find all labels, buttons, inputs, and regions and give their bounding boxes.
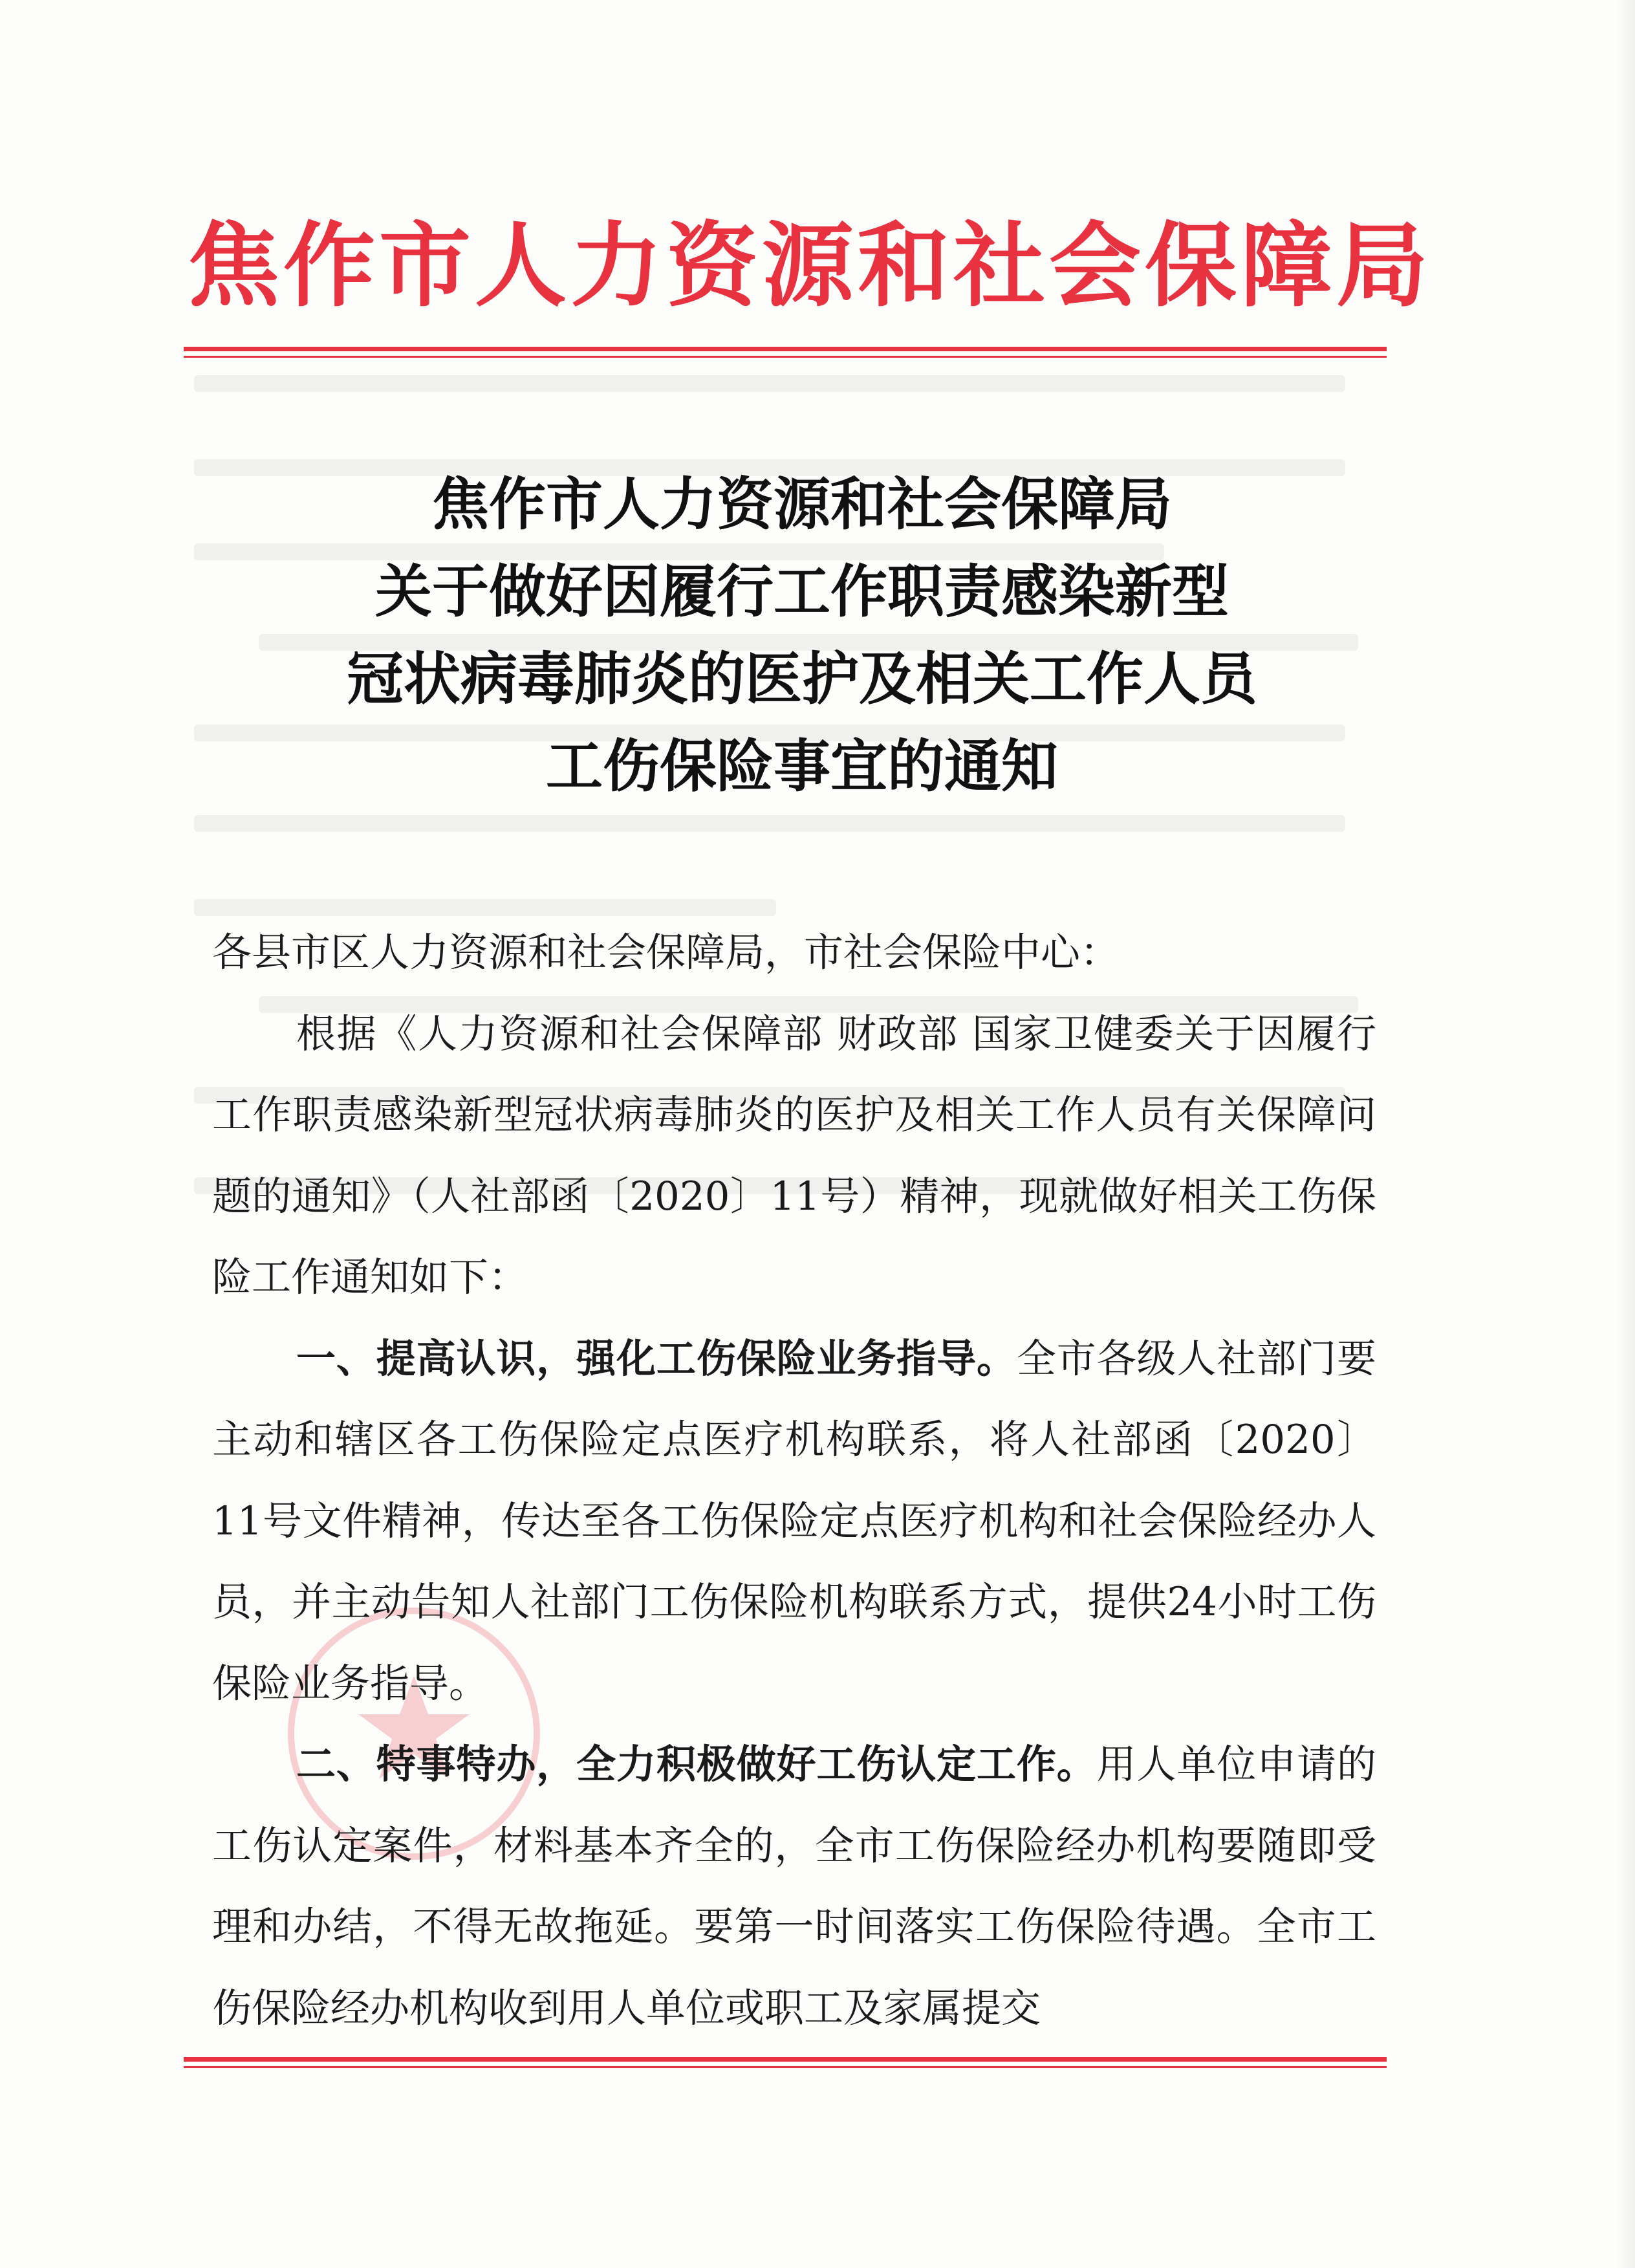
document-title bbox=[188, 461, 1416, 810]
section-1-heading: 一、提高认识，强化工伤保险业务指导。 bbox=[296, 1335, 1017, 1382]
masthead: 焦作市人力资源和社会保障局 bbox=[188, 212, 1432, 320]
section-1-body: 全市各级人社部门要主动和辖区各工伤保险定点医疗机构联系，将人社部函〔2020〕11号文件精神，传达至各工伤保险定点医疗机构和社会保险经办人员，并主动告知人社部门工伤保险机构联系方式，提供24小时工伤保险业务指导。 bbox=[212, 1335, 1376, 1706]
masthead-rule-thin bbox=[184, 356, 1387, 358]
section-2-body: 用人单位申请的工伤认定案件，材料基本齐全的，全市工伤保险经办机构要随即受理和办结，不得无故拖延。要第一时间落实工伤保险待遇。全市工伤保险经办机构收到用人单位或职工及家属提交 bbox=[212, 1741, 1376, 2031]
document-body bbox=[212, 912, 1376, 2049]
title-line: 工伤保险事宜的通知 bbox=[545, 732, 1058, 800]
scan-edge-shadow bbox=[1616, 0, 1635, 2268]
salutation: 各县市区人力资源和社会保障局，市社会保险中心： bbox=[212, 930, 1120, 976]
section-1-paragraph bbox=[212, 1318, 1376, 1725]
title-line: 关于做好因履行工作职责感染新型 bbox=[374, 558, 1229, 625]
masthead-rule-thick bbox=[184, 347, 1387, 351]
section-2-paragraph bbox=[212, 1724, 1376, 2049]
footer-rule-thin bbox=[184, 2066, 1387, 2068]
section-2-heading: 二、特事特办，全力积极做好工伤认定工作。 bbox=[296, 1741, 1097, 1787]
title-line: 焦作市人力资源和社会保障局 bbox=[431, 470, 1172, 538]
title-line: 冠状病毒肺炎的医护及相关工作人员 bbox=[346, 645, 1257, 712]
footer-rule-thick bbox=[184, 2057, 1387, 2062]
intro-paragraph: 根据《人力资源和社会保障部 财政部 国家卫健委关于因履行工作职责感染新型冠状病毒肺炎的医护及相关工作人员有关保障问题的通知》（人社部函〔2020〕11号）精神，现就做好相关工伤保险工作通知如下： bbox=[212, 1010, 1376, 1300]
